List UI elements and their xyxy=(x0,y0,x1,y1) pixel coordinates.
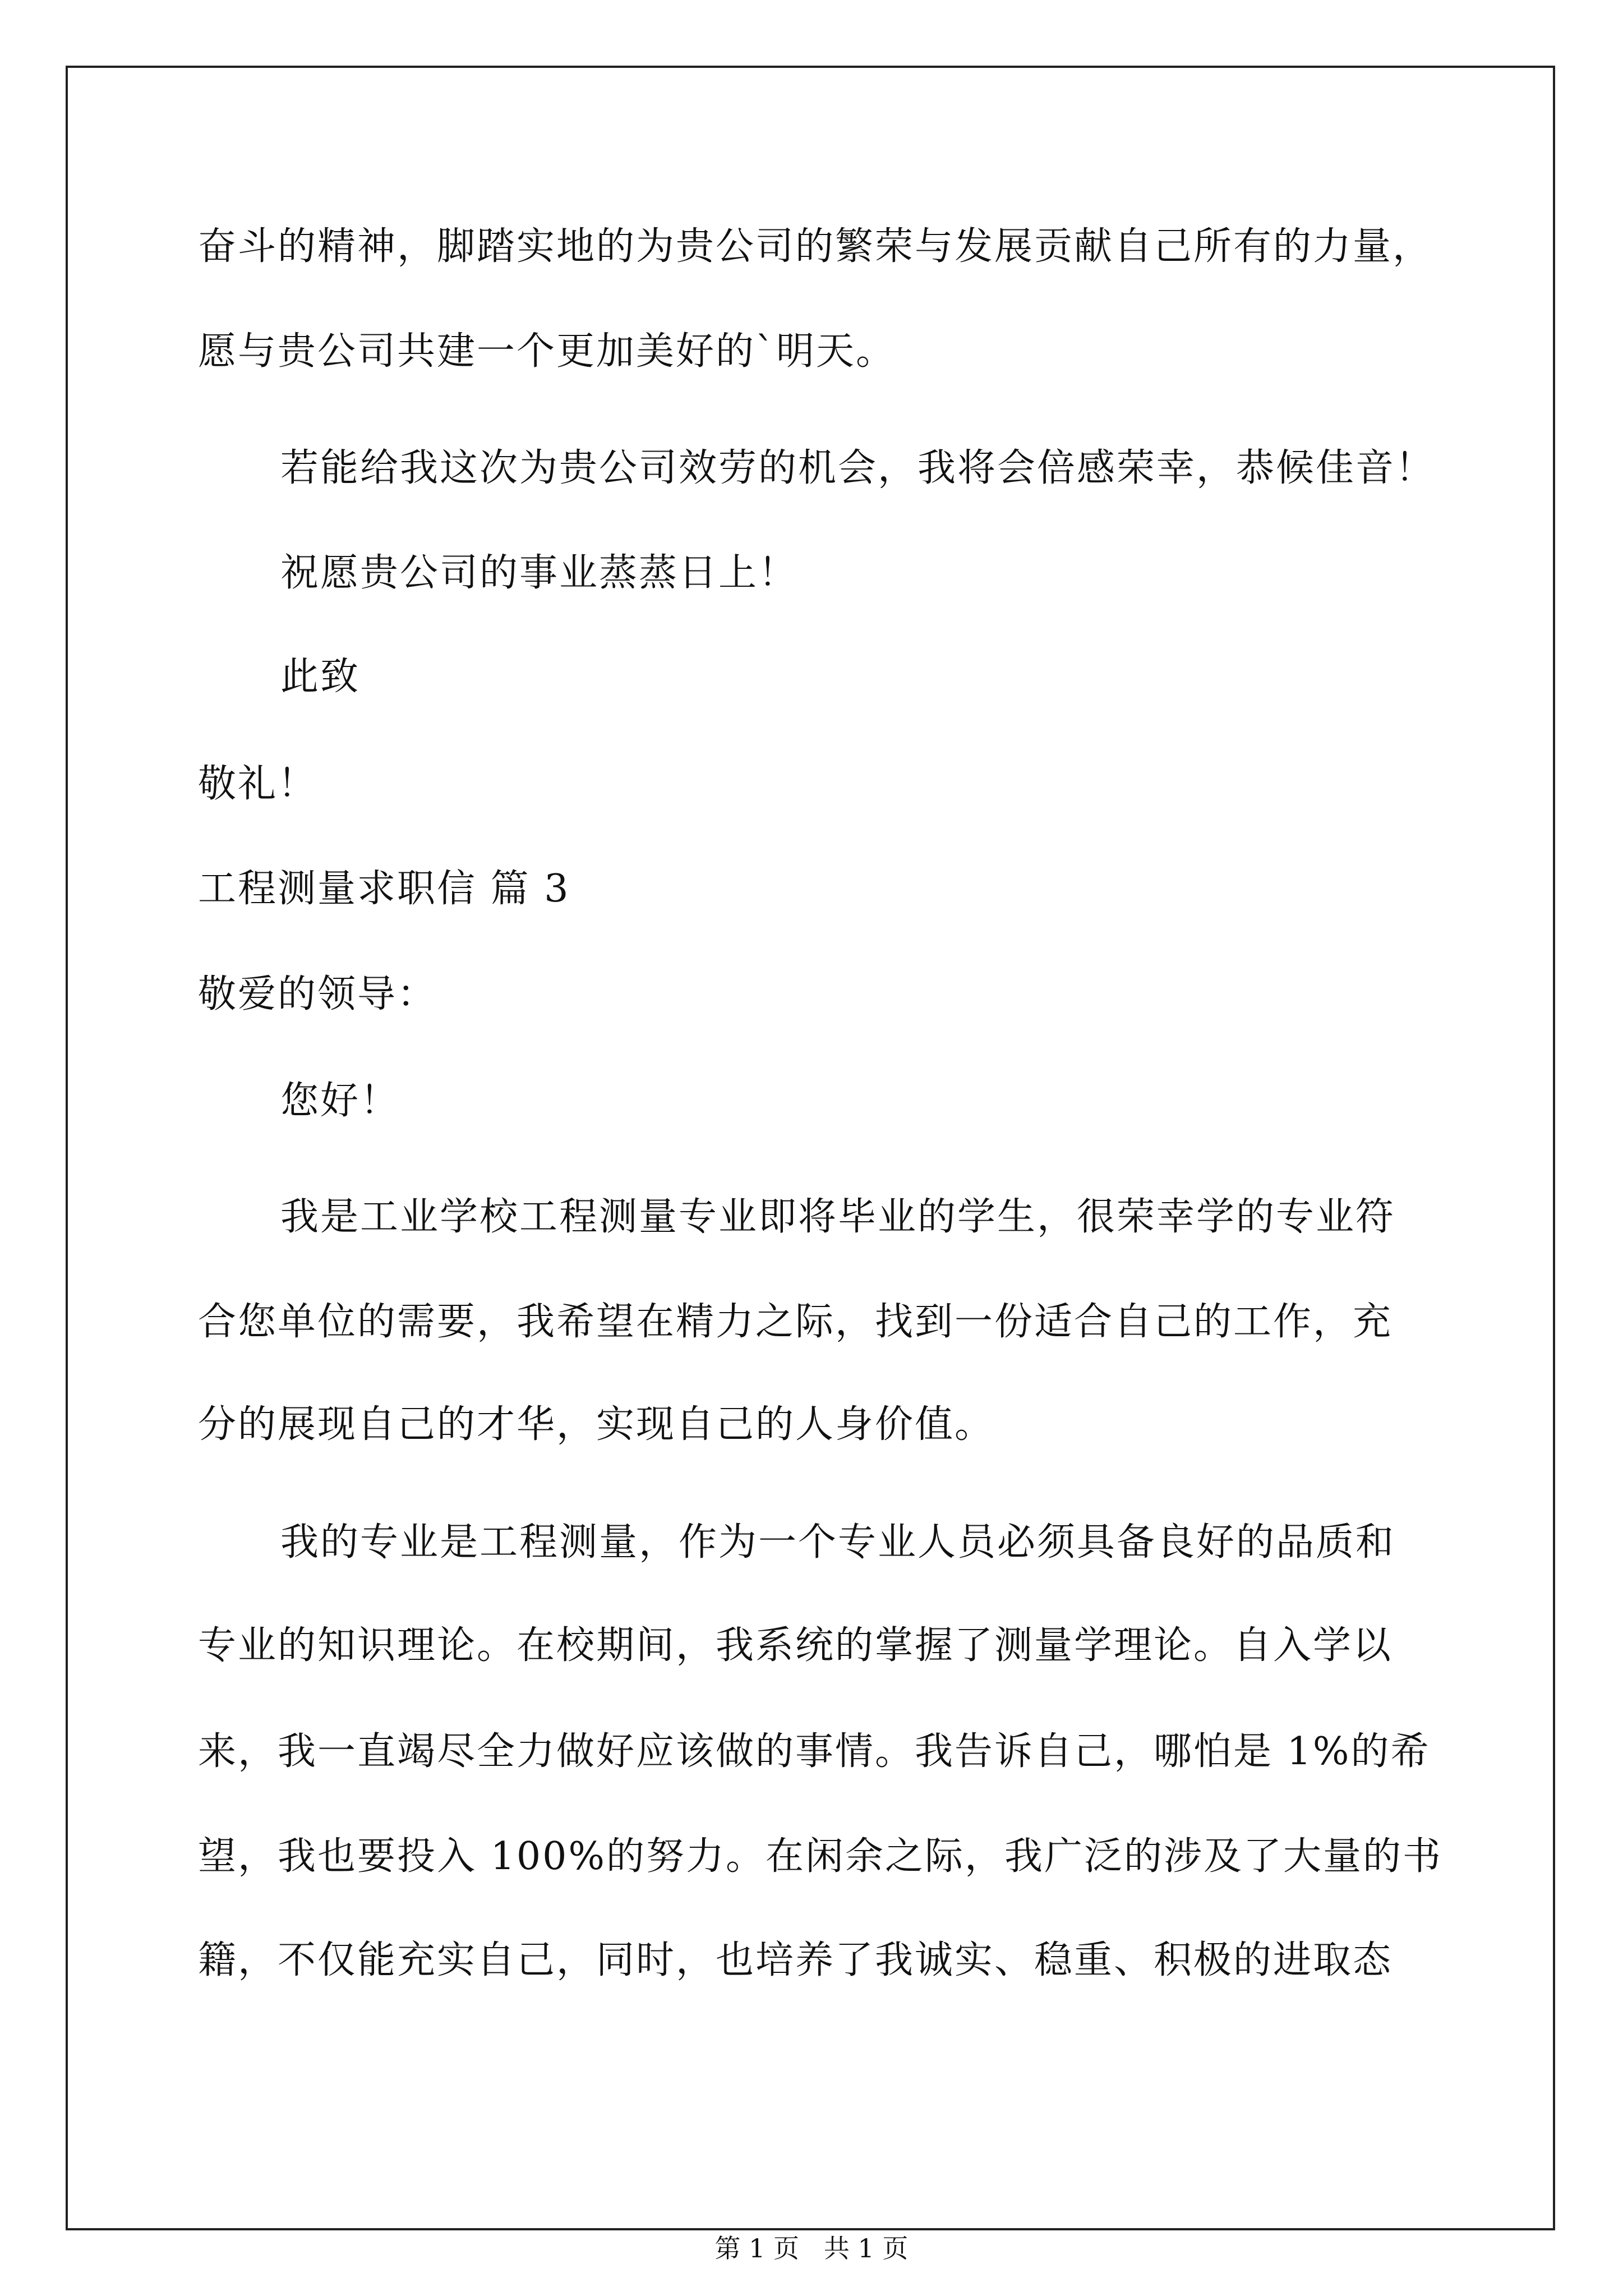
body-text-line: 奋斗的精神，脚踏实地的为贵公司的繁荣与发展贡献自己所有的力量， xyxy=(198,224,1433,269)
closing-salute: 敬礼！ xyxy=(198,762,318,806)
body-text-line: 合您单位的需要，我希望在精力之际，找到一份适合自己的工作，充 xyxy=(198,1300,1393,1344)
body-text-line: 我的专业是工程测量，作为一个专业人员必须具备良好的品质和 xyxy=(280,1520,1396,1565)
body-text-line: 愿与贵公司共建一个更加美好的`明天。 xyxy=(198,329,896,374)
body-text-line: 籍，不仅能充实自己，同时，也培养了我诚实、稳重、积极的进取态 xyxy=(198,1938,1393,1982)
salutation: 敬爱的领导： xyxy=(198,972,437,1016)
body-text-line: 分的展现自己的才华，实现自己的人身价值。 xyxy=(198,1402,995,1447)
closing-phrase: 此致 xyxy=(280,655,361,699)
section-heading: 工程测量求职信 篇 3 xyxy=(198,867,570,911)
body-text-line: 来，我一直竭尽全力做好应该做的事情。我告诉自己，哪怕是 1%的希 xyxy=(198,1729,1431,1774)
body-text-line: 若能给我这次为贵公司效劳的机会，我将会倍感荣幸，恭候佳音！ xyxy=(280,446,1436,490)
body-text-line: 我是工业学校工程测量专业即将毕业的学生，很荣幸学的专业符 xyxy=(280,1195,1396,1239)
body-text-line: 望，我也要投入 100%的努力。在闲余之际，我广泛的涉及了大量的书 xyxy=(198,1834,1443,1879)
page-number-footer: 第 1 页 共 1 页 xyxy=(714,2233,909,2263)
body-text-line: 专业的知识理论。在校期间，我系统的掌握了测量学理论。自入学以 xyxy=(198,1623,1393,1668)
body-text-line: 祝愿贵公司的事业蒸蒸日上！ xyxy=(280,551,799,595)
page-border xyxy=(66,66,1555,2230)
greeting: 您好！ xyxy=(280,1079,400,1123)
